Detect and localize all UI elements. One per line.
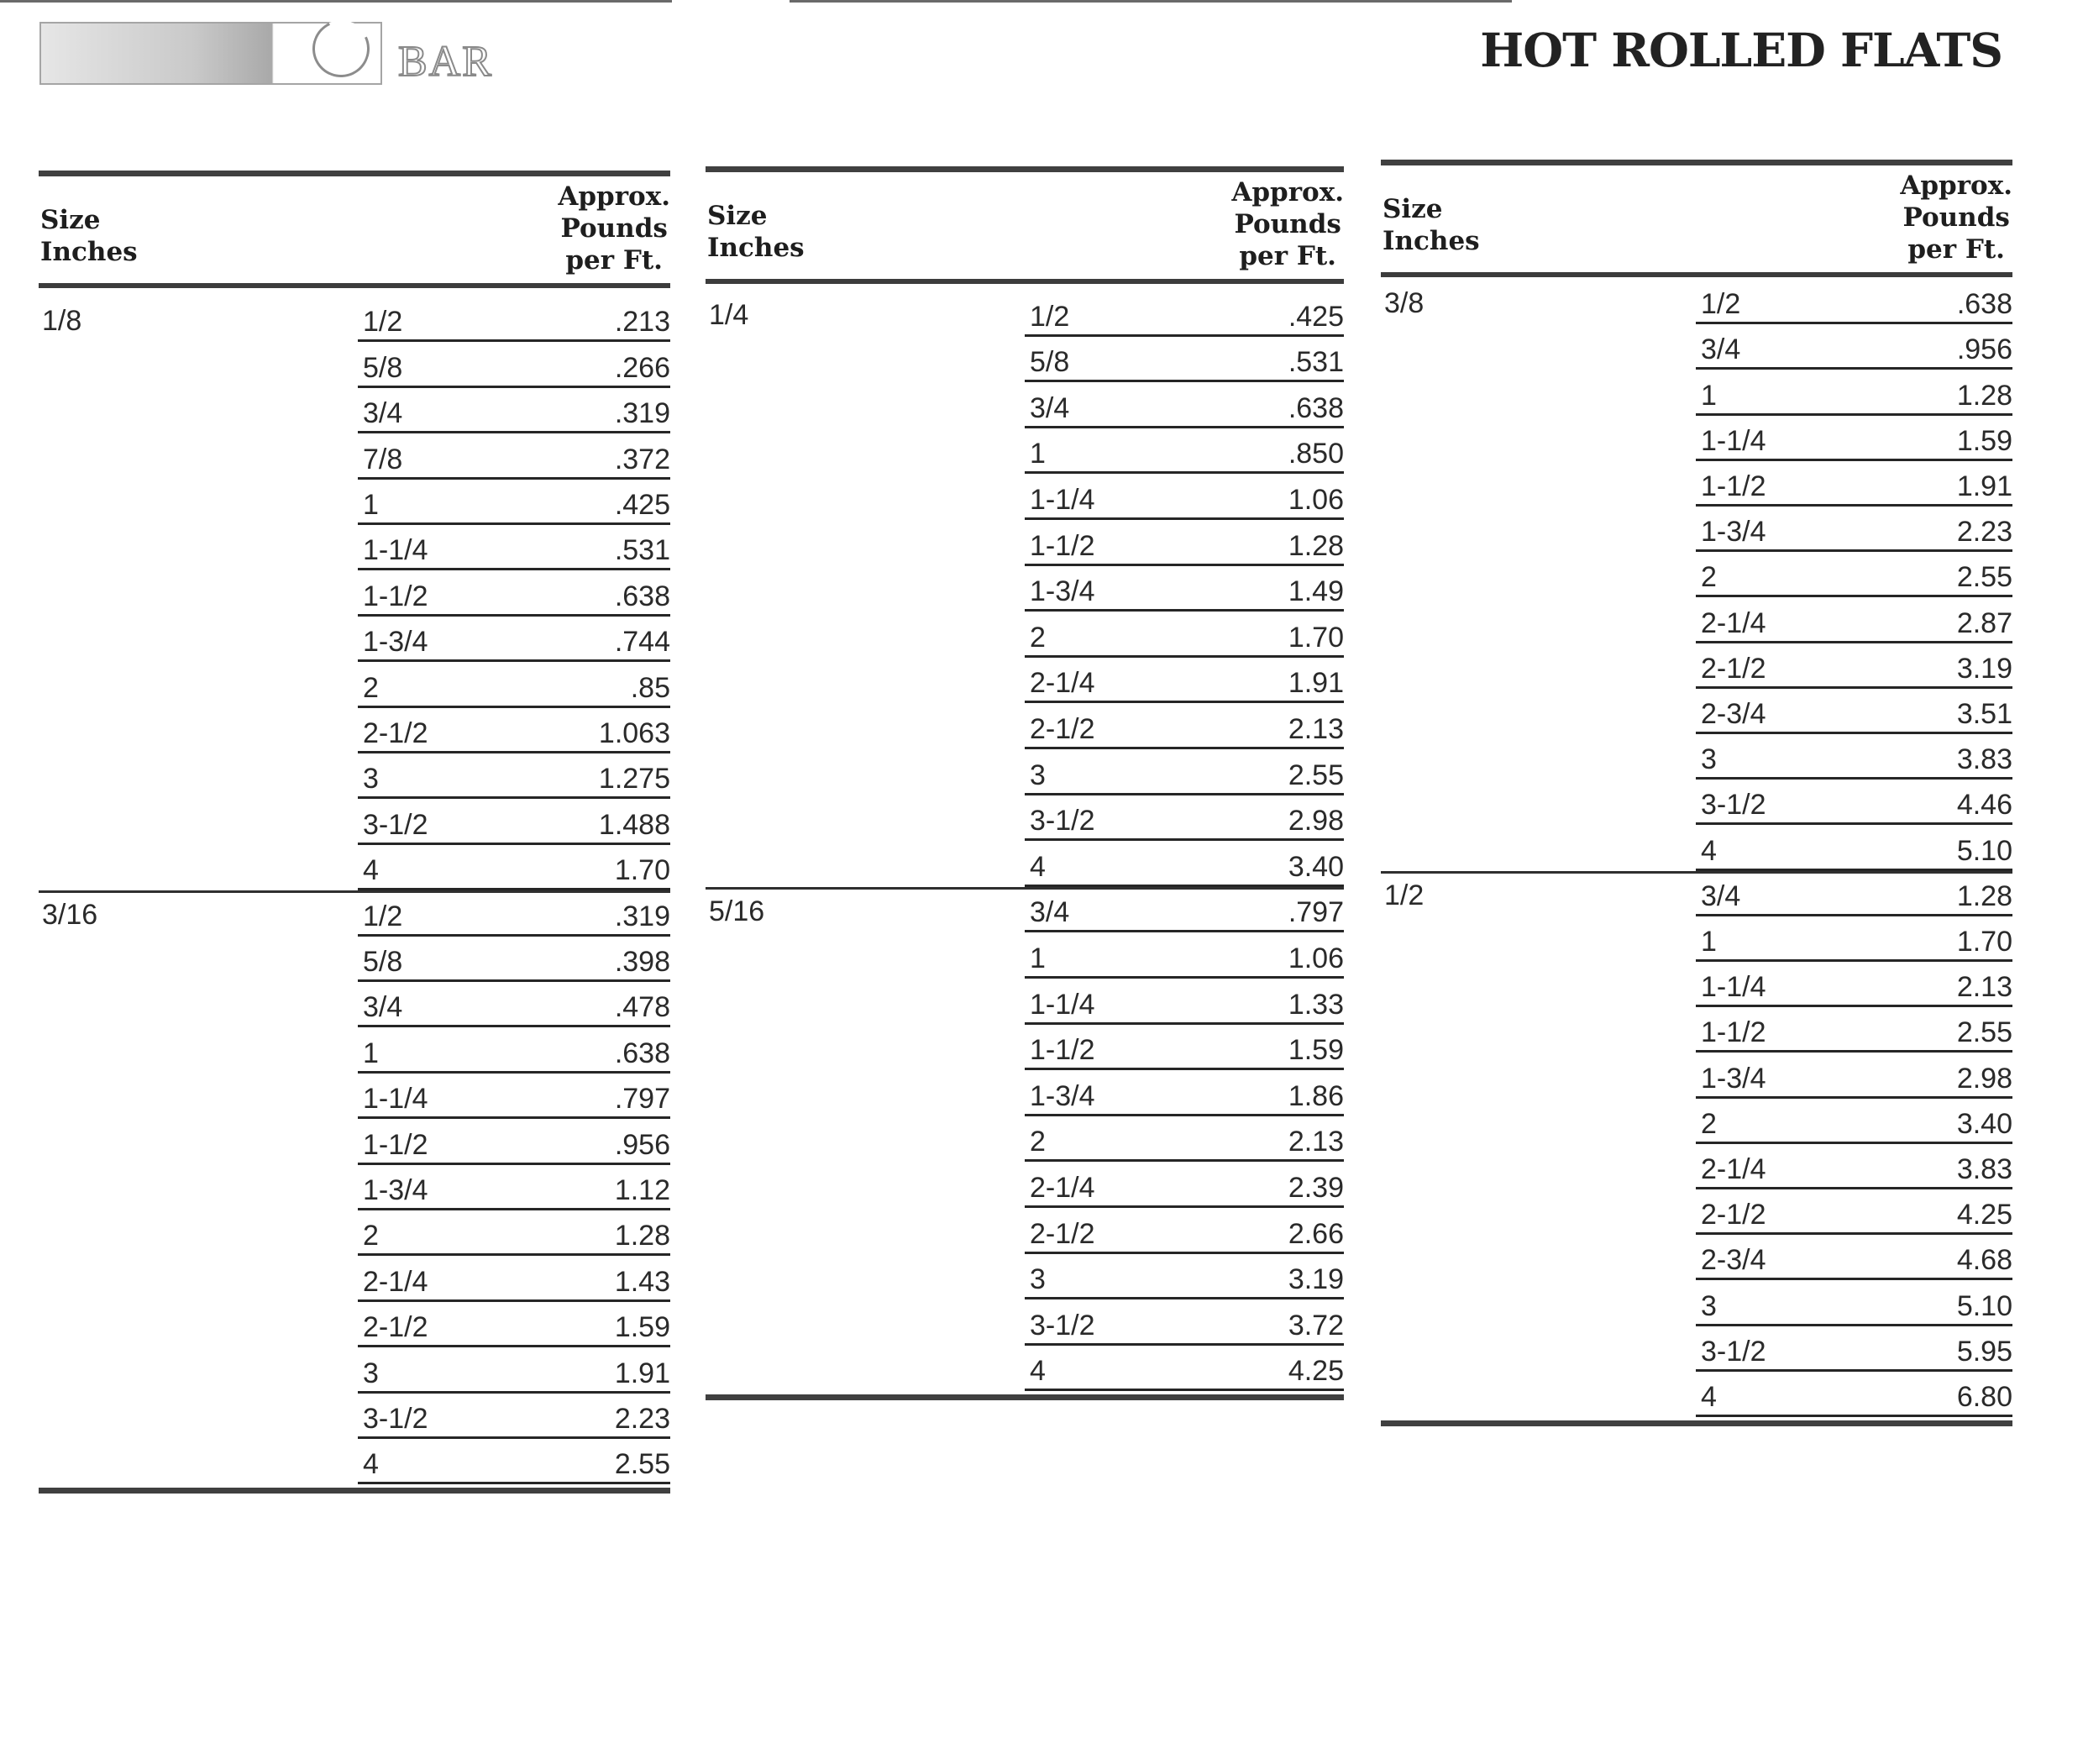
width-cell: 1-1/2 (363, 580, 428, 612)
table-row (358, 799, 670, 844)
width-cell: 1-3/4 (363, 626, 428, 659)
width-cell: 2-1/2 (1030, 1217, 1095, 1250)
weight-cell: 4.46 (1956, 789, 2012, 822)
weight-cell: .398 (614, 945, 670, 978)
weight-cell: 1.33 (1288, 988, 1344, 1021)
weight-cell: 1.70 (1956, 925, 2012, 958)
size-header-line1: Size (1383, 194, 1443, 224)
table-row (1025, 1025, 1344, 1071)
weight-cell: 1.91 (1288, 667, 1344, 700)
thickness-label: 1/4 (709, 299, 749, 331)
table-row (1696, 962, 2012, 1007)
width-cell: 5/8 (363, 945, 403, 978)
weight-cell: 2.66 (1288, 1217, 1344, 1250)
weight-cell: 2.23 (614, 1402, 670, 1435)
weight-cell: .425 (1288, 300, 1344, 333)
table-row (1696, 461, 2012, 507)
weight-cell: 2.13 (1956, 971, 2012, 1004)
table-row (1696, 1144, 2012, 1189)
width-cell: 1-1/2 (1030, 1034, 1095, 1067)
weight-cell: 2.13 (1288, 712, 1344, 745)
header-bottom-rule (1381, 272, 2012, 277)
width-cell: 2-1/4 (1030, 667, 1095, 700)
table-row (1025, 887, 1344, 933)
weight-cell: .425 (614, 488, 670, 521)
width-cell: 3/4 (363, 397, 403, 430)
table-row (1696, 279, 2012, 324)
table-row (1025, 428, 1344, 475)
size-header-line2: Inches (1383, 226, 1480, 256)
table-row (358, 525, 670, 570)
pounds-per-ft-header (558, 181, 670, 276)
table-row (358, 570, 670, 616)
width-cell: 1-3/4 (363, 1173, 428, 1206)
table-row (358, 937, 670, 982)
top-edge-rule-right (790, 0, 1512, 3)
width-cell: 2-1/2 (363, 717, 428, 749)
width-cell: 1-1/2 (1701, 470, 1766, 502)
weight-cell: 3.83 (1956, 1152, 2012, 1185)
weight-header-line2: Pounds (560, 213, 668, 244)
table-row (1025, 566, 1344, 612)
width-cell: 1/2 (363, 306, 403, 339)
table-row (358, 845, 670, 890)
width-cell: 3 (1030, 759, 1046, 791)
table-row (358, 1394, 670, 1439)
weight-cell: .638 (1956, 288, 2012, 321)
table-row (1696, 871, 2012, 916)
width-cell: 1 (1701, 379, 1717, 412)
brand-logo-text: BAR (398, 38, 493, 86)
weight-header-line2: Pounds (1902, 202, 2010, 233)
table-row (1696, 1280, 2012, 1326)
weight-cell: 3.19 (1288, 1263, 1344, 1296)
table-row (1696, 734, 2012, 780)
width-cell: 1-1/2 (1030, 529, 1095, 562)
width-cell: 1-1/4 (1030, 988, 1095, 1021)
weight-header-line1: Approx. (1900, 171, 2012, 201)
width-cell: 1/2 (363, 900, 403, 932)
width-cell: 4 (1701, 1380, 1717, 1413)
width-cell: 7/8 (363, 443, 403, 475)
thickness-label: 3/8 (1384, 287, 1425, 319)
weight-cell: 1.063 (598, 717, 670, 749)
table-row (1025, 1070, 1344, 1116)
weight-cell: 2.55 (1288, 759, 1344, 791)
weight-cell: 3.40 (1288, 850, 1344, 883)
table-row (1025, 749, 1344, 795)
table-row (358, 388, 670, 433)
table-row (1696, 552, 2012, 597)
table-bottom-rule (1381, 1420, 2012, 1426)
thickness-label: 1/2 (1384, 879, 1425, 911)
weight-cell: 1.488 (598, 808, 670, 841)
size-inches-header (707, 200, 805, 264)
weight-cell: .372 (614, 443, 670, 475)
weight-cell: .319 (614, 900, 670, 932)
weight-cell: 2.98 (1956, 1062, 2012, 1095)
weight-header-line3: per Ft. (1239, 241, 1336, 271)
width-cell: 2-1/4 (1701, 1152, 1766, 1185)
table-row (358, 1347, 670, 1393)
width-cell: 2 (363, 1220, 379, 1252)
weight-cell: 2.39 (1288, 1171, 1344, 1204)
weight-cell: 4.25 (1956, 1199, 2012, 1231)
width-cell: 3-1/2 (363, 1402, 428, 1435)
width-cell: 3-1/2 (1701, 1335, 1766, 1368)
weight-cell: .478 (614, 991, 670, 1024)
table-row (358, 1210, 670, 1256)
table-row (358, 480, 670, 525)
size-header-line1: Size (40, 205, 101, 235)
table-row (1025, 795, 1344, 842)
width-cell: 1-1/4 (1701, 424, 1766, 457)
width-cell: 2-1/4 (1030, 1171, 1095, 1204)
weight-cell: .638 (614, 1037, 670, 1069)
table-row (1025, 1346, 1344, 1392)
table-row (358, 1119, 670, 1164)
weight-cell: .956 (1956, 333, 2012, 366)
table-row (1696, 1099, 2012, 1144)
width-cell: 3/4 (1030, 896, 1070, 929)
width-cell: 1-1/4 (363, 534, 428, 567)
weight-cell: 4.25 (1288, 1355, 1344, 1388)
weight-cell: 1.91 (614, 1357, 670, 1389)
width-cell: 1-3/4 (1701, 516, 1766, 549)
weight-header-line3: per Ft. (1907, 234, 2005, 265)
size-inches-header (40, 204, 138, 268)
table-row (1025, 932, 1344, 979)
weight-cell: 1.59 (1288, 1034, 1344, 1067)
weight-cell: 2.23 (1956, 516, 2012, 549)
width-cell: 2 (1030, 1126, 1046, 1158)
table-row (358, 1256, 670, 1301)
weight-cell: 4.68 (1956, 1244, 2012, 1277)
top-edge-rule-left (0, 0, 672, 3)
width-cell: 1 (1030, 942, 1046, 974)
weight-cell: .744 (614, 626, 670, 659)
width-cell: 3-1/2 (363, 808, 428, 841)
width-cell: 2-1/2 (1701, 652, 1766, 685)
width-cell: 1-1/4 (1030, 483, 1095, 516)
weight-cell: .531 (614, 534, 670, 567)
table-row (1696, 597, 2012, 643)
weight-cell: 1.49 (1288, 575, 1344, 608)
weight-cell: 6.80 (1956, 1380, 2012, 1413)
table-row (358, 982, 670, 1027)
width-cell: 2 (1701, 561, 1717, 594)
table-row (1696, 1372, 2012, 1417)
table-row (358, 1027, 670, 1073)
width-cell: 4 (363, 1448, 379, 1481)
table-row (1696, 825, 2012, 870)
table-bottom-rule (706, 1394, 1344, 1400)
table-row (1696, 416, 2012, 461)
table-row (1696, 1235, 2012, 1280)
weight-cell: .319 (614, 397, 670, 430)
width-cell: 3 (1701, 743, 1717, 776)
width-cell: 3 (363, 763, 379, 795)
table-row (1696, 643, 2012, 689)
width-cell: 1-3/4 (1030, 575, 1095, 608)
width-cell: 1 (1701, 925, 1717, 958)
weight-cell: 1.06 (1288, 483, 1344, 516)
width-cell: 2 (1701, 1107, 1717, 1140)
width-cell: 1-1/2 (1701, 1016, 1766, 1049)
table-row (358, 1165, 670, 1210)
table-row (1025, 1208, 1344, 1254)
header-bottom-rule (706, 279, 1344, 284)
weight-cell: 1.70 (1288, 621, 1344, 654)
table-row (1696, 780, 2012, 825)
table-row (358, 753, 670, 799)
table-row (1696, 1007, 2012, 1053)
weight-cell: .531 (1288, 346, 1344, 379)
weight-cell: 2.13 (1288, 1126, 1344, 1158)
weight-header-line2: Pounds (1234, 209, 1341, 239)
weight-cell: 1.28 (1956, 379, 2012, 412)
width-cell: 4 (1030, 1355, 1046, 1388)
width-cell: 2-1/2 (1030, 712, 1095, 745)
table-row (1025, 1299, 1344, 1346)
width-cell: 5/8 (1030, 346, 1070, 379)
table-row (1696, 507, 2012, 552)
weight-cell: 5.10 (1956, 1289, 2012, 1322)
size-header-line2: Inches (40, 237, 138, 267)
weight-cell: 1.28 (1956, 879, 2012, 912)
weight-cell: 3.19 (1956, 652, 2012, 685)
table-row (1025, 382, 1344, 428)
size-header-line1: Size (707, 201, 768, 231)
table-top-rule (706, 166, 1344, 172)
weight-cell: 2.55 (614, 1448, 670, 1481)
weight-cell: .797 (1288, 896, 1344, 929)
weight-cell: 2.98 (1288, 805, 1344, 837)
weight-cell: 1.86 (1288, 1079, 1344, 1112)
weight-header-line1: Approx. (1231, 177, 1344, 207)
table-row (1696, 1053, 2012, 1098)
width-cell: 4 (363, 854, 379, 887)
weight-header-line3: per Ft. (565, 245, 663, 276)
width-cell: 2 (1030, 621, 1046, 654)
weight-cell: 1.275 (598, 763, 670, 795)
width-cell: 5/8 (363, 351, 403, 384)
page-title: HOT ROLLED FLATS (1480, 23, 2002, 77)
weight-cell: 1.28 (1288, 529, 1344, 562)
width-cell: 1 (1030, 438, 1046, 470)
width-cell: 1-1/4 (363, 1083, 428, 1116)
table-column-3 (1381, 160, 2012, 1436)
weight-cell: .213 (614, 306, 670, 339)
table-bottom-rule (39, 1488, 670, 1494)
weight-cell: 1.43 (614, 1265, 670, 1298)
table-row (358, 1074, 670, 1119)
width-cell: 3-1/2 (1701, 789, 1766, 822)
table-row (1025, 1162, 1344, 1208)
table-row (1696, 1189, 2012, 1235)
table-row (1025, 520, 1344, 566)
weight-cell: 3.51 (1956, 697, 2012, 730)
weight-cell: 3.40 (1956, 1107, 2012, 1140)
weight-cell: 1.70 (614, 854, 670, 887)
weight-cell: 2.55 (1956, 1016, 2012, 1049)
width-cell: 1 (363, 488, 379, 521)
width-cell: 1/2 (1701, 288, 1741, 321)
table-row (1025, 1116, 1344, 1163)
width-cell: 3 (1701, 1289, 1717, 1322)
size-inches-header (1383, 193, 1480, 257)
table-row (1025, 337, 1344, 383)
table-row (1696, 1326, 2012, 1372)
weight-cell: .638 (1288, 391, 1344, 424)
table-top-rule (1381, 160, 2012, 165)
width-cell: 3/4 (1030, 391, 1070, 424)
width-cell: 3-1/2 (1030, 1309, 1095, 1341)
thickness-label: 1/8 (42, 305, 82, 337)
width-cell: 3/4 (1701, 333, 1741, 366)
width-cell: 2-3/4 (1701, 1244, 1766, 1277)
weight-cell: 2.87 (1956, 606, 2012, 639)
table-row (1025, 979, 1344, 1025)
pounds-per-ft-header (1900, 170, 2012, 265)
weight-header-line1: Approx. (558, 181, 670, 212)
thickness-label: 3/16 (42, 899, 98, 932)
width-cell: 3 (363, 1357, 379, 1389)
table-row (358, 297, 670, 342)
width-cell: 2-3/4 (1701, 697, 1766, 730)
table-row (358, 890, 670, 936)
width-cell: 2-1/4 (363, 1265, 428, 1298)
width-cell: 3-1/2 (1030, 805, 1095, 837)
weight-cell: 5.10 (1956, 834, 2012, 867)
width-cell: 1-3/4 (1030, 1079, 1095, 1112)
header-bottom-rule (39, 283, 670, 288)
table-row (1025, 1254, 1344, 1300)
width-cell: 4 (1701, 834, 1717, 867)
table-row (358, 1439, 670, 1484)
table-row (1025, 474, 1344, 520)
width-cell: 3 (1030, 1263, 1046, 1296)
table-row (358, 1302, 670, 1347)
pounds-per-ft-header (1231, 176, 1344, 272)
table-top-rule (39, 171, 670, 176)
table-row (358, 342, 670, 387)
table-column-2 (706, 166, 1344, 1388)
table-row (1025, 841, 1344, 887)
table-row (1696, 370, 2012, 415)
table-row (358, 433, 670, 479)
weight-cell: 5.95 (1956, 1335, 2012, 1368)
width-cell: 4 (1030, 850, 1046, 883)
table-row (1025, 703, 1344, 749)
table-row (358, 617, 670, 662)
table-row (1696, 324, 2012, 370)
width-cell: 2-1/2 (363, 1311, 428, 1344)
weight-cell: .638 (614, 580, 670, 612)
width-cell: 1-1/2 (363, 1128, 428, 1161)
weight-cell: 1.06 (1288, 942, 1344, 974)
weight-cell: 1.59 (614, 1311, 670, 1344)
table-row (1025, 291, 1344, 337)
width-cell: 2-1/2 (1701, 1199, 1766, 1231)
table-row (1025, 612, 1344, 658)
width-cell: 2-1/4 (1701, 606, 1766, 639)
width-cell: 3/4 (1701, 879, 1741, 912)
thickness-label: 5/16 (709, 895, 765, 927)
width-cell: 3/4 (363, 991, 403, 1024)
table-row (358, 708, 670, 753)
weight-cell: .266 (614, 351, 670, 384)
size-header-line2: Inches (707, 233, 805, 263)
table-column-1 (39, 171, 670, 1481)
table-row (358, 662, 670, 707)
weight-cell: 1.28 (614, 1220, 670, 1252)
weight-cell: 1.91 (1956, 470, 2012, 502)
weight-cell: .797 (614, 1083, 670, 1116)
width-cell: 1/2 (1030, 300, 1070, 333)
width-cell: 2 (363, 671, 379, 704)
weight-cell: 3.83 (1956, 743, 2012, 776)
table-row (1696, 689, 2012, 734)
width-cell: 1-1/4 (1701, 971, 1766, 1004)
table-row (1696, 916, 2012, 962)
weight-cell: .956 (614, 1128, 670, 1161)
weight-cell: 3.72 (1288, 1309, 1344, 1341)
weight-cell: .85 (630, 671, 670, 704)
width-cell: 1 (363, 1037, 379, 1069)
weight-cell: 1.59 (1956, 424, 2012, 457)
weight-cell: .850 (1288, 438, 1344, 470)
weight-cell: 2.55 (1956, 561, 2012, 594)
table-row (1025, 658, 1344, 704)
weight-cell: 1.12 (614, 1173, 670, 1206)
width-cell: 1-3/4 (1701, 1062, 1766, 1095)
